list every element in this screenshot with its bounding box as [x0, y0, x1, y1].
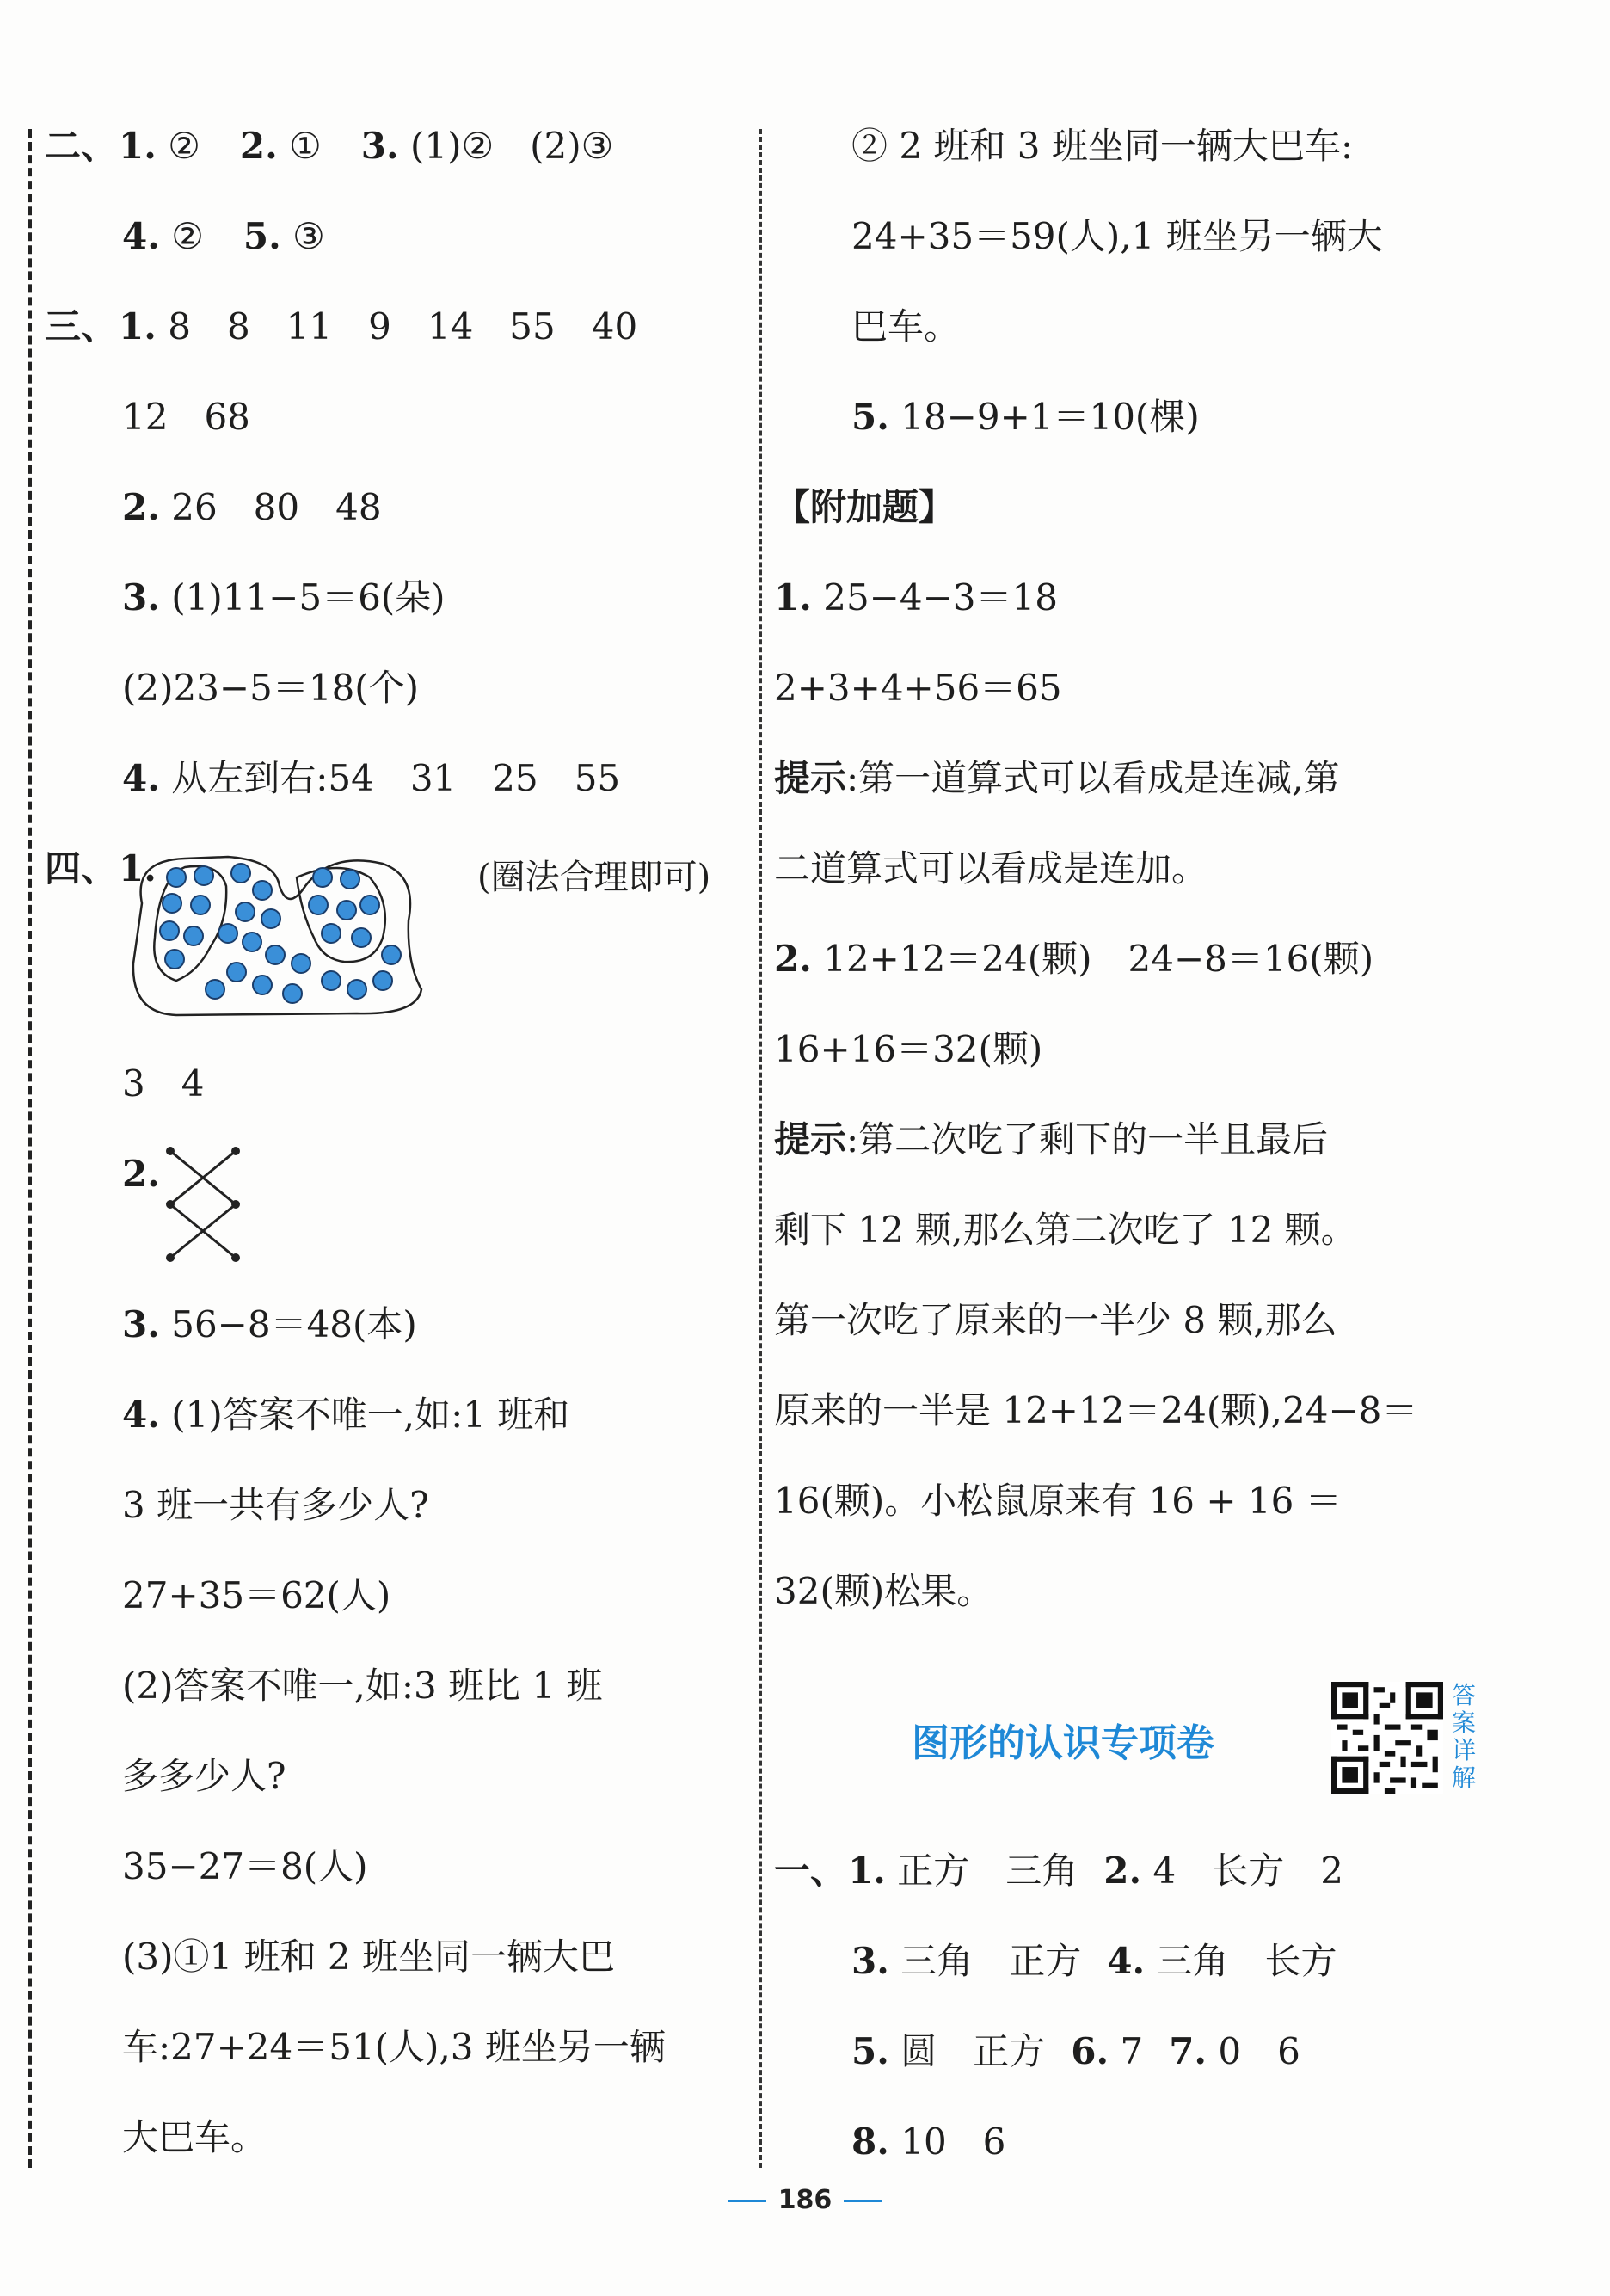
tip2-line5: 16(颗)。小松鼠原来有 16 + 16 ＝	[774, 1480, 1342, 1522]
page-number: 186	[777, 2185, 833, 2215]
extra1-line1: 1. 25−4−3＝18	[774, 576, 1058, 619]
cont-line1: ② 2 班和 3 班坐同一辆大巴车:	[851, 125, 1353, 167]
sec2-line2: 4. ② 5. ③	[122, 215, 325, 257]
gem-icon	[313, 868, 332, 887]
gem-icon	[253, 881, 272, 900]
gem-icon	[167, 868, 186, 887]
sec3-q1-line1: 三、1. 8 8 11 9 14 55 40	[45, 305, 638, 348]
gem-icon	[261, 909, 280, 928]
q5: 5. 18−9+1＝10(棵)	[851, 396, 1200, 438]
sec3-q3-line1: 3. (1)11−5＝6(朵)	[122, 576, 446, 619]
sec4-q4-line6: 35−27＝8(人)	[122, 1845, 368, 1887]
gem-icon	[165, 950, 184, 969]
sec4-q1-label: 四、1.	[45, 847, 157, 889]
footer-dash-right	[844, 2200, 882, 2202]
gem-icon	[292, 954, 310, 973]
tip1-line1: 提示:第一道算式可以看成是连减,第	[774, 757, 1340, 799]
gem-icon	[218, 924, 237, 943]
sec3-q3-line2: (2)23−5＝18(个)	[122, 667, 420, 709]
extra2-line1: 2. 12+12＝24(颗) 24−8＝16(颗)	[774, 938, 1374, 980]
gem-icon	[337, 901, 356, 920]
gems-group	[160, 864, 401, 1003]
tip2-line4: 原来的一半是 12+12＝24(颗),24−8＝	[774, 1389, 1418, 1431]
gem-icon	[283, 984, 302, 1003]
extra1-line2: 2+3+4+56＝65	[774, 667, 1062, 709]
gem-icon	[227, 963, 246, 982]
circle-method-note: (圈法合理即可)	[477, 858, 711, 897]
geo-sec1-line3: 5. 圆 正方 6. 7 7. 0 6	[851, 2030, 1300, 2072]
gem-icon	[382, 945, 401, 964]
footer-dash-left	[728, 2200, 766, 2202]
gem-icon	[160, 921, 179, 940]
gem-icon	[243, 933, 261, 951]
sec4-q4-line5: 多多少人?	[122, 1755, 286, 1797]
gem-icon	[163, 894, 181, 913]
gem-grouping-figure	[125, 852, 452, 1019]
gem-icon	[184, 926, 203, 945]
qr-code-icon[interactable]	[1331, 1682, 1443, 1794]
cont-line2: 24+35＝59(人),1 班坐另一辆大	[851, 215, 1383, 257]
sec4-q4-line4: (2)答案不唯一,如:3 班比 1 班	[122, 1665, 603, 1707]
tip2-line6: 32(颗)松果。	[774, 1570, 993, 1612]
tip2-line1: 提示:第二次吃了剩下的一半且最后	[774, 1118, 1329, 1160]
geo-sec1-line2: 3. 三角 正方 4. 三角 长方	[851, 1940, 1337, 1982]
gem-icon	[206, 980, 224, 999]
sec3-q1-line2: 12 68	[122, 396, 250, 438]
column-divider-dashed-line	[759, 129, 762, 2168]
gem-icon	[322, 971, 341, 990]
tip2-line2: 剩下 12 颗,那么第二次吃了 12 颗。	[774, 1209, 1357, 1251]
qr-caption: 答 案 详 解	[1452, 1681, 1477, 1792]
gem-icon	[341, 870, 359, 889]
gem-icon	[253, 976, 272, 994]
sec3-q4: 4. 从左到右:54 31 25 55	[122, 757, 621, 799]
sec4-q4-line8: 车:27+24＝51(人),3 班坐另一辆	[122, 2026, 666, 2068]
sec4-q4-line3: 27+35＝62(人)	[122, 1574, 391, 1616]
geo-sec1-line1: 一、1. 正方 三角 2. 4 长方 2	[774, 1850, 1343, 1892]
sec3-q2: 2. 26 80 48	[122, 486, 382, 528]
sec4-q4-line9: 大巴车。	[122, 2116, 267, 2158]
gem-icon	[309, 896, 328, 914]
extra2-line2: 16+16＝32(颗)	[774, 1028, 1043, 1070]
gem-icon	[191, 896, 210, 914]
extra-header: 【附加题】	[774, 486, 956, 528]
gem-icon	[352, 928, 371, 947]
gem-icon	[373, 971, 392, 990]
sec2-line1: 二、1. ② 2. ① 3. (1)② (2)③	[45, 125, 614, 167]
section-title: 图形的认识专项卷	[912, 1721, 1214, 1765]
sec4-q4-line2: 3 班一共有多少人?	[122, 1484, 429, 1526]
gem-icon	[360, 896, 379, 914]
gem-icon	[266, 945, 285, 964]
gem-icon	[322, 924, 341, 943]
tip1-line2: 二道算式可以看成是连加。	[774, 847, 1208, 889]
sec4-q2-label: 2.	[122, 1153, 160, 1195]
sec4-q3: 3. 56−8＝48(本)	[122, 1303, 417, 1345]
cont-line3: 巴车。	[851, 305, 961, 348]
sec4-q1-answer: 3 4	[122, 1062, 205, 1105]
sec4-q4-line1: 4. (1)答案不唯一,如:1 班和	[122, 1394, 570, 1436]
gem-icon	[231, 864, 250, 883]
matching-lines-figure	[160, 1144, 246, 1265]
page-footer	[0, 2185, 1610, 2215]
gem-icon	[194, 866, 213, 885]
tip2-line3: 第一次吃了原来的一半少 8 颗,那么	[774, 1299, 1337, 1341]
gem-icon	[347, 980, 366, 999]
geo-sec1-line4: 8. 10 6	[851, 2121, 1006, 2163]
sec4-q4-line7: (3)①1 班和 2 班坐同一辆大巴	[122, 1936, 615, 1978]
gem-icon	[236, 902, 255, 921]
left-binding-dashed-line	[28, 129, 32, 2168]
